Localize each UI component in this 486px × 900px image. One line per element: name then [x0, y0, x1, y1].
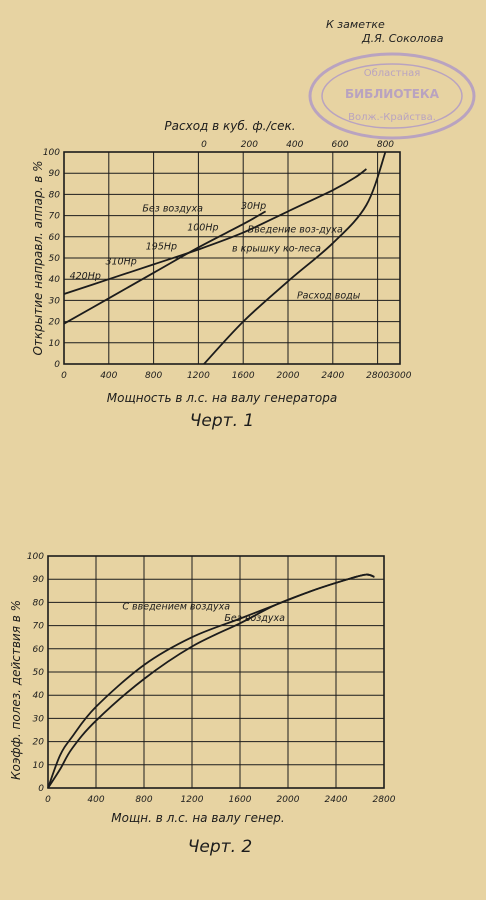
chart-1-x-tick-label: 800 [145, 371, 163, 381]
chart-2-x-tick-label: 1600 [228, 795, 252, 805]
chart-1-annotation: в крышку ко-леса [232, 243, 321, 255]
chart-2-x-tick-label: 2800 [372, 795, 396, 805]
chart-1-x-tick-label: 1200 [186, 371, 210, 381]
chart-1-ylabel: Открытие направл. аппар. в % [31, 160, 45, 356]
stamp-text-mid: БИБЛИОТЕКА [344, 87, 440, 101]
chart-1-y-tick-label: 0 [54, 360, 60, 370]
chart-1-top-tick-label: 200 [240, 140, 258, 150]
chart-1-annotation: 195Hp [145, 241, 178, 253]
chart-1-y-tick-label: 100 [42, 148, 60, 158]
chart-1-y-tick-label: 70 [48, 211, 60, 222]
chart-2-xlabel: Мощн. в л.с. на валу генер. [111, 811, 285, 825]
chart-2-annotation: Без воздуха [224, 612, 285, 624]
chart-1-y-tick-label: 50 [48, 254, 60, 264]
chart-1-x-tick-label: 2800 [366, 371, 390, 381]
chart-1-y-tick-label: 80 [48, 190, 60, 201]
chart-2-x-tick-label: 1200 [180, 795, 204, 805]
chart-1-y-tick-label: 10 [48, 338, 60, 349]
chart-2-y-tick-label: 50 [32, 668, 44, 678]
chart-1-x-tick-label: 1600 [231, 371, 255, 381]
chart-2-x-tick-label: 2000 [276, 795, 300, 805]
chart-1-caption: Черт. 1 [189, 411, 255, 431]
chart-1-x-tick-label: 2400 [321, 371, 345, 381]
chart-1-y-tick-label: 40 [48, 275, 60, 286]
chart-1-top-tick-label: 600 [331, 140, 349, 150]
chart-1-top-tick-label: 400 [286, 140, 304, 150]
chart-1-x-tick-label: 3000 [388, 371, 412, 381]
chart-2-y-tick-label: 20 [32, 737, 44, 748]
chart-1-annotation: 100Hp [187, 222, 219, 234]
chart-1-x-tick-label: 400 [100, 371, 118, 381]
chart-2-y-tick-label: 60 [32, 644, 44, 655]
chart-2-caption: Черт. 2 [187, 837, 253, 857]
chart-1-annotation: 30Hp [240, 201, 267, 213]
chart-2-y-tick-label: 0 [38, 784, 44, 794]
chart-2-y-tick-label: 40 [32, 691, 44, 702]
chart-2-x-tick-label: 2400 [324, 795, 348, 805]
chart-2-y-tick-label: 10 [32, 760, 44, 771]
chart-1-annotation: 420Hp [69, 271, 101, 283]
chart-2-y-tick-label: 100 [26, 552, 44, 562]
note-line-2: Д.Я. Соколова [362, 32, 444, 45]
chart-2-ylabel: Коэфф. полез. действия в % [9, 599, 23, 781]
chart-1-top-axis-label: Расход в куб. ф./сек. [164, 119, 296, 133]
chart-1-annotation: Без воздуха [142, 203, 203, 215]
chart-1-top-tick-label: 800 [376, 140, 395, 150]
note-line-1: К заметке [326, 18, 385, 31]
chart-1-xlabel: Мощность в л.с. на валу генератора [106, 391, 338, 405]
stamp-text-top: Областная [363, 68, 421, 79]
chart-1-x-tick-label: 0 [61, 371, 67, 381]
stamp-text-bot: Волж.-Крайства. [348, 112, 436, 123]
chart-1-annotation: Введение воз-духа [247, 224, 343, 236]
chart-2-x-tick-label: 800 [135, 795, 153, 805]
chart-2-y-tick-label: 30 [32, 714, 44, 725]
chart-2-x-tick-label: 400 [87, 795, 105, 805]
chart-1-y-tick-label: 20 [48, 317, 60, 328]
chart-2-y-tick-label: 70 [32, 621, 44, 632]
chart-1-top-tick-label: 0 [201, 140, 207, 150]
chart-1-y-tick-label: 30 [48, 296, 60, 307]
chart-1-y-tick-label: 90 [48, 169, 60, 180]
chart-1-annotation: 310Hp [105, 256, 137, 268]
chart-2-x-tick-label: 0 [45, 795, 51, 805]
chart-2-y-tick-label: 90 [32, 575, 44, 586]
chart-2-annotation: С введением воздуха [122, 601, 231, 613]
chart-1-y-tick-label: 60 [48, 232, 60, 243]
chart-2-y-tick-label: 80 [32, 598, 44, 609]
chart-1-x-tick-label: 2000 [276, 371, 300, 381]
chart-1-annotation: Расход воды [296, 290, 361, 302]
